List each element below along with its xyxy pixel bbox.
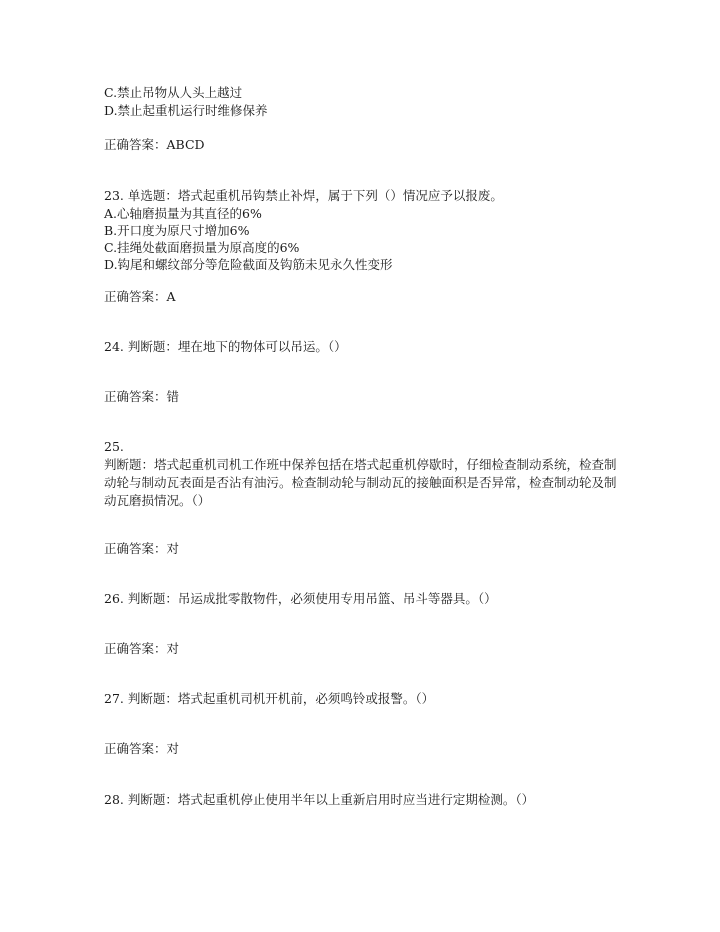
question-27-answer: 正确答案：对 — [104, 741, 180, 756]
question-26-answer: 正确答案：对 — [104, 641, 180, 656]
option-c: C.禁止吊物从人头上越过 — [104, 85, 243, 100]
question-24-stem: 24. 判断题：埋在地下的物体可以吊运。（） — [104, 339, 347, 354]
question-23-option-c: C.挂绳处截面磨损量为原高度的6% — [104, 240, 300, 255]
question-23-option-a: A.心轴磨损量为其直径的6% — [104, 206, 262, 221]
question-24-answer: 正确答案：错 — [104, 389, 180, 404]
question-26-stem: 26. 判断题：吊运成批零散物件，必须使用专用吊篮、吊斗等器具。（） — [104, 591, 497, 606]
question-23-option-b: B.开口度为原尺寸增加6% — [104, 223, 250, 238]
question-25-stem: 判断题：塔式起重机司机工作班中保养包括在塔式起重机停歇时，仔细检查制动系统，检查制动轮与制动瓦表面是否沾有油污。检查制动轮与制动瓦的接触面积是否异常，检查制动轮及制动瓦磨损情况。（） — [104, 457, 617, 508]
question-23-answer: 正确答案：A — [104, 289, 176, 304]
question-23-stem: 23. 单选题：塔式起重机吊钩禁止补焊，属于下列（）情况应予以报废。 — [104, 188, 503, 203]
option-d: D.禁止起重机运行时维修保养 — [104, 103, 268, 118]
question-25-number: 25. — [104, 439, 124, 454]
question-23-option-d: D.钩尾和螺纹部分等危险截面及钩筋未见永久性变形 — [104, 257, 393, 272]
question-28-stem: 28. 判断题：塔式起重机停止使用半年以上重新启用时应当进行定期检测。（） — [104, 792, 535, 807]
question-27-stem: 27. 判断题：塔式起重机司机开机前，必须鸣铃或报警。（） — [104, 691, 435, 706]
question-25-answer: 正确答案：对 — [104, 541, 180, 556]
answer-text: 正确答案：ABCD — [104, 137, 205, 152]
